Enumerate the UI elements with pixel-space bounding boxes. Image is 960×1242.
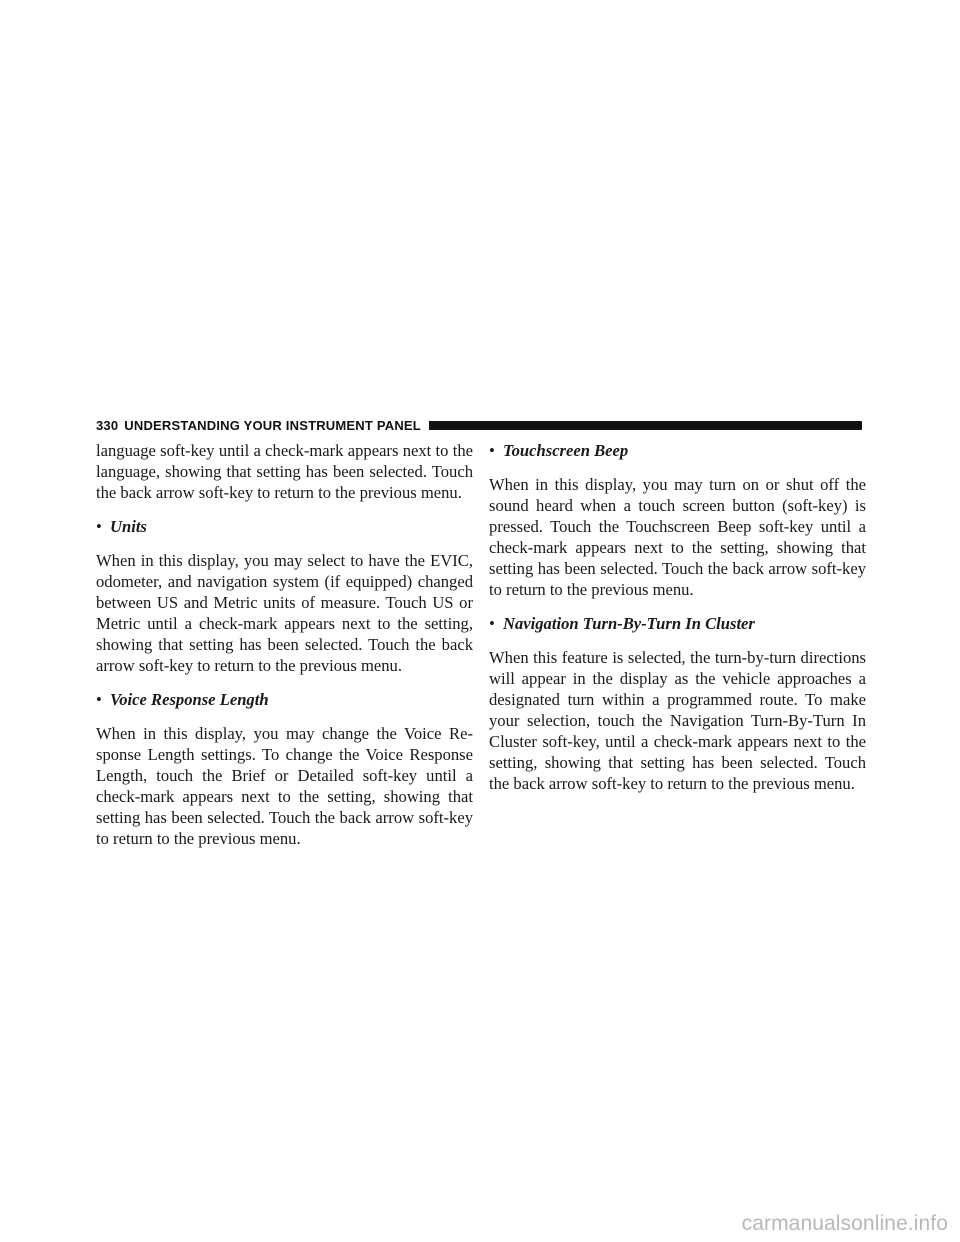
page-header — [96, 416, 862, 434]
page-number: 330 — [96, 417, 119, 433]
bullet-icon: • — [96, 690, 102, 709]
paragraph-touchscreen-beep: When in this display, you may turn on or shut off the sound heard when a touch screen button (soft-key) is pressed. Touch the Touchscreen Beep soft-key until a check-mark appears next to the setting, showing that setting has been selected. Touch the back arrow soft-key to return to the previous menu. — [489, 475, 866, 599]
watermark-link[interactable]: carmanualsonline.info — [741, 1212, 948, 1235]
right-column — [489, 440, 866, 794]
bullet-label: Units — [110, 517, 147, 536]
bullet-icon: • — [96, 517, 102, 536]
paragraph-units: When in this display, you may select to have the EVIC, odometer, and navigation system (if equipped) changed between US and Metric units of measure. Touch US or Metric until a check-mark appears next to the setting, showing that setting has been selected. Touch the back arrow soft-key to return to the previous menu. — [96, 551, 473, 675]
section-title: UNDERSTANDING YOUR INSTRUMENT PANEL — [124, 417, 421, 433]
bullet-navigation-turn-by-turn — [489, 613, 866, 634]
left-column — [96, 440, 473, 849]
bullet-label: Voice Response Length — [110, 690, 269, 709]
paragraph-language-continued: language soft-key until a check-mark appears next to the language, showing that setting has been selected. Touch the back arrow soft-key to return to the previous menu. — [96, 441, 473, 502]
paragraph-navigation-turn-by-turn: When this feature is selected, the turn-by-turn directions will appear in the display as the vehicle approaches a designated turn within a programmed route. To make your selection, touch the Navigation Turn-By-Turn In Cluster soft-key, until a check-mark appears next to the setting, showing that setting has been selected. Touch the back arrow soft-key to return to the previous menu. — [489, 648, 866, 793]
bullet-label: Navigation Turn-By-Turn In Cluster — [503, 614, 755, 633]
bullet-icon: • — [489, 441, 495, 460]
bullet-voice-response-length — [96, 689, 473, 710]
paragraph-voice-response-length: When in this display, you may change the Voice Re-sponse Length settings. To change the Voice Response Length, touch the Brief or Detailed soft-key until a check-mark appears next to the setting, showing that setting has been selected. Touch the back arrow soft-key to return to the previous menu. — [96, 724, 473, 848]
header-rule — [429, 421, 862, 430]
bullet-label: Touchscreen Beep — [503, 441, 629, 460]
bullet-icon: • — [489, 614, 495, 633]
bullet-touchscreen-beep — [489, 440, 866, 461]
bullet-units — [96, 516, 473, 537]
